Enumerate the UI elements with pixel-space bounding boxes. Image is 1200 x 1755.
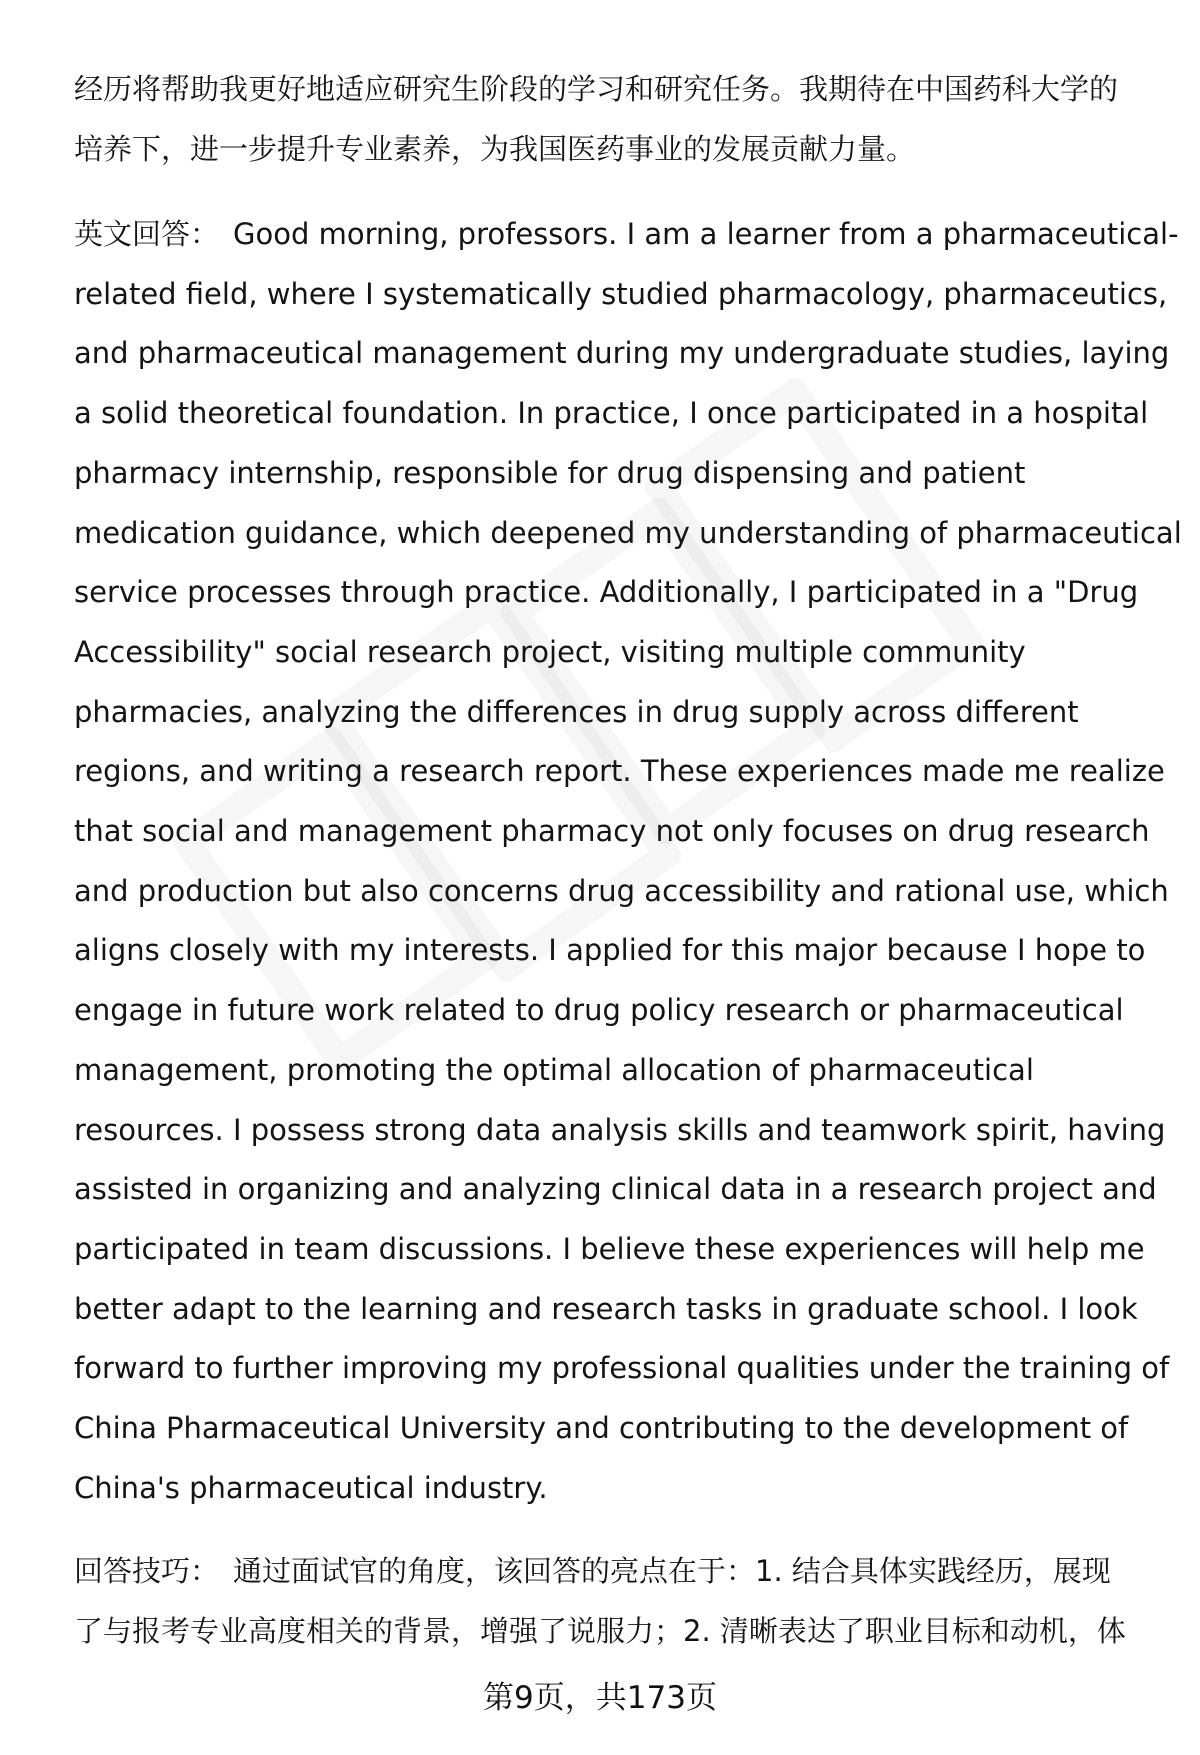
- text-line: pharmacies, analyzing the differences in drug supply across different: [74, 694, 1079, 729]
- text-line: a solid theoretical foundation. In practice, I once participated in a hospital: [74, 396, 1149, 431]
- paragraph-chinese-intro: [74, 60, 1164, 179]
- text-line: and production but also concerns drug accessibility and rational use, which: [74, 873, 1169, 908]
- text-line: related field, where I systematically studied pharmacology, pharmaceutics,: [74, 276, 1168, 311]
- text-line: 经历将帮助我更好地适应研究生阶段的学习和研究任务。我期待在中国药科大学的: [74, 72, 1119, 106]
- text-line: participated in team discussions. I believe these experiences will help me: [74, 1231, 1145, 1266]
- text-line: Accessibility" social research project, visiting multiple community: [74, 634, 1026, 669]
- page-number: 第9页，共173页: [483, 1680, 717, 1716]
- text-line: pharmacy internship, responsible for drug dispensing and patient: [74, 455, 1026, 490]
- text-line: [74, 205, 1179, 265]
- english-answer-label: 英文回答：: [74, 217, 220, 251]
- text-line: aligns closely with my interests. I applied for this major because I hope to: [74, 933, 1146, 968]
- text-line: China Pharmaceutical University and contributing to the development of: [74, 1411, 1129, 1446]
- paragraph-english-answer: [74, 205, 1182, 1518]
- text-line: [74, 1542, 1164, 1602]
- text-line-content: Good morning, professors. I am a learner from a pharmaceutical-: [233, 217, 1179, 251]
- paragraph-answer-tips: [74, 1542, 1164, 1661]
- text-line: forward to further improving my professional qualities under the training of: [74, 1351, 1170, 1386]
- text-line: assisted in organizing and analyzing clinical data in a research project and: [74, 1172, 1157, 1207]
- text-line: better adapt to the learning and research tasks in graduate school. I look: [74, 1291, 1138, 1326]
- text-line: regions, and writing a research report. These experiences made me realize: [74, 754, 1165, 789]
- text-line: management, promoting the optimal allocation of pharmaceutical: [74, 1052, 1034, 1087]
- text-line: and pharmaceutical management during my undergraduate studies, laying: [74, 336, 1170, 371]
- text-line: engage in future work related to drug policy research or pharmaceutical: [74, 993, 1124, 1028]
- text-line-content: 通过面试官的角度，该回答的亮点在于：1. 结合具体实践经历，展现: [233, 1554, 1111, 1588]
- text-line: 培养下，进一步提升专业素养，为我国医药事业的发展贡献力量。: [74, 131, 916, 166]
- text-line: that social and management pharmacy not only focuses on drug research: [74, 814, 1150, 849]
- text-line: service processes through practice. Additionally, I participated in a "Drug: [74, 575, 1139, 610]
- answer-tips-label: 回答技巧：: [74, 1554, 220, 1588]
- text-line: China's pharmaceutical industry.: [74, 1470, 548, 1505]
- text-line: medication guidance, which deepened my understanding of pharmaceutical: [74, 515, 1182, 550]
- text-line: 了与报考专业高度相关的背景，增强了说服力；2. 清晰表达了职业目标和动机，体: [74, 1613, 1126, 1648]
- text-line: resources. I possess strong data analysis skills and teamwork spirit, having: [74, 1112, 1166, 1147]
